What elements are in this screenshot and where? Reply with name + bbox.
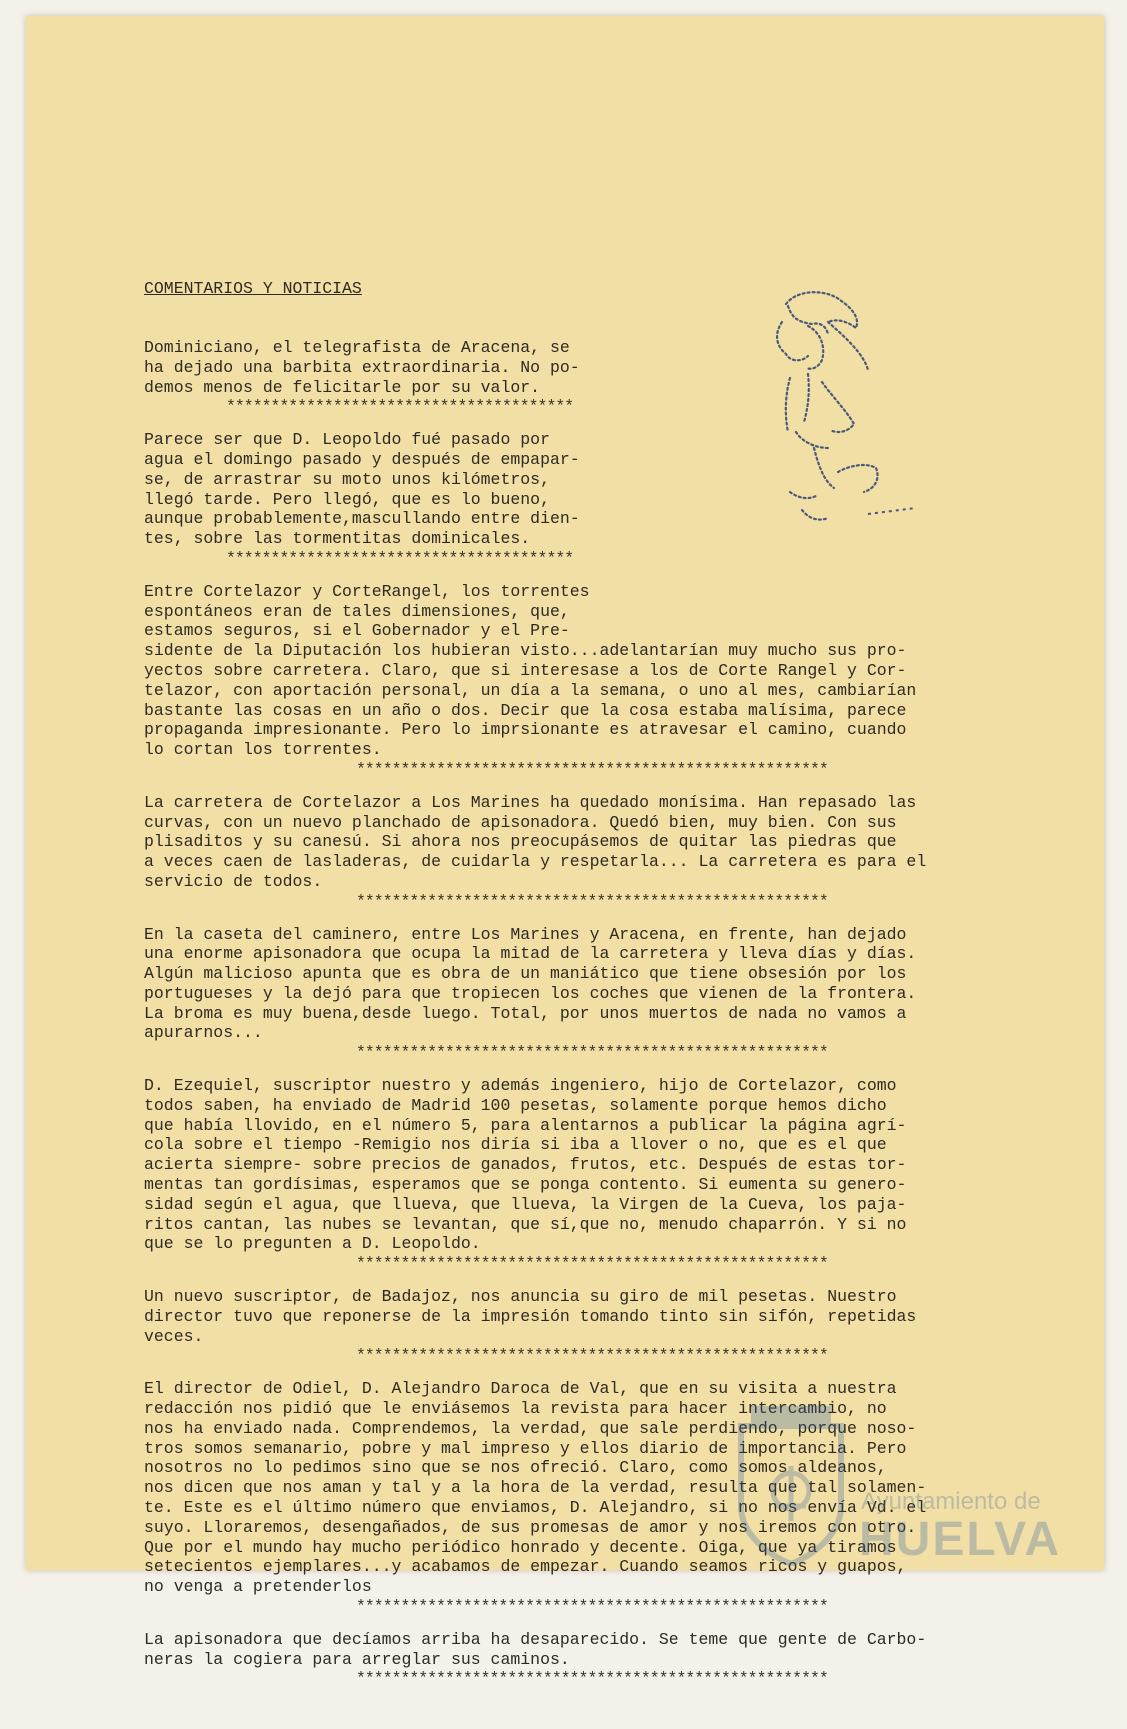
paragraph (144, 925, 1104, 1044)
text-line: Un nuevo suscriptor, de Badajoz, nos anuncia su giro de mil pesetas. Nuestro (144, 1287, 897, 1307)
text-line: cola sobre el tiempo -Remigio nos diría si iba a llover o no, que es el que (144, 1135, 887, 1155)
coat-of-arms-icon (731, 1396, 851, 1566)
text-line: plisaditos y su canesú. Si ahora nos preocupásemos de quitar las piedras que (144, 832, 897, 852)
text-line: tros somos semanario, pobre y mal impreso y ellos diario de importancia. Pero (144, 1438, 907, 1458)
text-line: La carretera de Cortelazor a Los Marines ha quedado monísima. Han repasado las (144, 792, 917, 812)
paragraph (144, 1287, 1104, 1346)
text-line: Dominiciano, el telegrafista de Aracena, se (144, 337, 570, 357)
text-line: yectos sobre carretera. Claro, que si interesase a los de Corte Rangel y Cor- (144, 660, 907, 680)
separator-line: *************************************** (226, 397, 574, 417)
paragraph (144, 430, 1104, 549)
text-line: portugueses y la dejó para que tropiecen los coches que vienen de la frontera. (144, 983, 917, 1003)
text-line: Parece ser que D. Leopoldo fué pasado por (144, 430, 550, 450)
text-line: ha dejado una barbita extraordinaria. No po- (144, 357, 580, 377)
text-line: estamos seguros, si el Gobernador y el Pre- (144, 621, 570, 641)
text-line: llegó tarde. Pero llegó, que es lo bueno, (144, 489, 550, 509)
text-line: En la caseta del caminero, entre Los Marines y Aracena, en frente, han dejado (144, 924, 907, 944)
separator-line: ***************************************************** (356, 1669, 828, 1689)
paragraph (144, 338, 1104, 397)
paragraph-gap (144, 417, 1104, 430)
watermark-line-1: Ayuntamiento de (861, 1488, 1041, 1515)
text-line: La apisonadora que decíamos arriba ha desaparecido. Se teme que gente de Carbo- (144, 1629, 927, 1649)
article-title: COMENTARIOS Y NOTICIAS (144, 278, 362, 298)
text-line: se, de arrastrar su moto unos kilómetros, (144, 469, 550, 489)
paragraph (144, 582, 1104, 760)
text-line: no venga a pretenderlos (144, 1577, 372, 1597)
paragraph (144, 1630, 1104, 1670)
huelva-watermark (731, 1396, 1071, 1571)
text-line: Algún malicioso apunta que es obra de un maniático que tiene obsesión por los (144, 964, 907, 984)
text-line: tes, sobre las tormentitas dominicales. (144, 529, 531, 549)
separator-line: ***************************************************** (356, 891, 828, 911)
text-line: demos menos de felicitarle por su valor. (144, 377, 541, 397)
text-line: nos ha enviado nada. Comprendemos, la verdad, que sale perdiendo, porque noso- (144, 1418, 917, 1438)
text-line: telazor, con aportación personal, un día a la semana, o uno al mes, cambiarían (144, 680, 917, 700)
paragraph-gap (144, 1063, 1104, 1076)
text-line: propaganda impresionante. Pero lo imprsionante es atravesar el camino, cuando (144, 720, 907, 740)
separator-line: ***************************************************** (356, 1597, 828, 1616)
separator-line: ***************************************************** (356, 1346, 828, 1366)
text-line: lo cortan los torrentes. (144, 740, 382, 760)
text-line: setecientos ejemplares...y acabamos de empezar. Cuando seamos ricos y guapos, (144, 1557, 907, 1577)
text-line: nos dicen que nos aman y tal y a la hora de la verdad, resulta que tal solamen- (144, 1478, 927, 1498)
document-page (26, 16, 1104, 1689)
separator-line: *************************************** (226, 548, 574, 568)
paragraph-gap (144, 1274, 1104, 1287)
text-line: ritos cantan, las nubes se levantan, que sí,que no, menudo chaparrón. Y si no (144, 1214, 907, 1234)
text-line: que se lo pregunten a D. Leopoldo. (144, 1234, 481, 1254)
separator-line: ***************************************************** (356, 759, 828, 779)
paragraph-gap (144, 1617, 1104, 1630)
text-line: mentas tan gordísimas, esperamos que se ponga contento. Si eumenta su genero- (144, 1175, 907, 1195)
text-line: bastante las cosas en un año o dos. Decir que la cosa estaba malísima, parece (144, 700, 907, 720)
text-line: acierta siempre- sobre precios de ganados, frutos, etc. Después de estas tor- (144, 1155, 907, 1175)
text-line: neras la cogiera para arreglar sus caminos. (144, 1649, 570, 1669)
text-line: D. Ezequiel, suscriptor nuestro y además ingeniero, hijo de Cortelazor, como (144, 1076, 897, 1096)
paragraph-gap (144, 569, 1104, 582)
text-line: apurarnos... (144, 1023, 263, 1043)
text-line: sidad según el agua, que llueva, que llueva, la Virgen de la Cueva, los paja- (144, 1194, 907, 1214)
text-line: Entre Cortelazor y CorteRangel, los torrentes (144, 581, 590, 601)
watermark-line-2: HUELVA (859, 1513, 1062, 1566)
paragraph-gap (144, 1366, 1104, 1379)
cartoon-figure-illustration (768, 282, 928, 532)
text-line: veces. (144, 1326, 204, 1346)
text-line: todos saben, ha enviado de Madrid 100 pesetas, solamente porque hemos dicho (144, 1095, 887, 1115)
text-line: aunque probablemente,mascullando entre dien- (144, 509, 580, 529)
text-line: Que por el mundo hay mucho periódico honrado y decente. Oiga, que ya tiramos (144, 1537, 897, 1557)
separator-line: ***************************************************** (356, 1043, 828, 1063)
text-line: servicio de todos. (144, 871, 323, 891)
separator-line: ***************************************************** (356, 1254, 828, 1274)
text-line: que había llovido, en el número 5, para alentarnos a publicar la página agrí- (144, 1115, 907, 1135)
paragraph (144, 793, 1104, 892)
text-line: espontáneos eran de tales dimensiones, que, (144, 601, 570, 621)
text-line: director tuvo que reponerse de la impresión tomando tinto sin sifón, repetidas (144, 1306, 917, 1326)
paragraph-gap (144, 780, 1104, 793)
text-line: curvas, con un nuevo planchado de apisonadora. Quedó bien, muy bien. Con sus (144, 812, 897, 832)
text-line: La broma es muy buena,desde luego. Total, por unos muertos de nada no vamos a (144, 1003, 907, 1023)
text-line: a veces caen de lasladeras, de cuidarla y respetarla... La carretera es para el (144, 852, 927, 872)
text-line: nosotros no lo pedimos sino que se nos ofreció. Claro, como somos aldeanos, (144, 1458, 887, 1478)
text-line: El director de Odiel, D. Alejandro Daroca de Val, que en su visita a nuestra (144, 1379, 897, 1399)
text-line: te. Este es el último número que enviamos, D. Alejandro, si no nos envía Vd. el (144, 1498, 927, 1518)
text-line: agua el domingo pasado y después de empapar- (144, 449, 580, 469)
paragraph-gap (144, 912, 1104, 925)
text-line: una enorme apisonadora que ocupa la mitad de la carretera y lleva días y días. (144, 944, 917, 964)
text-line: suyo. Lloraremos, desengañados, de sus promesas de amor y nos iremos con otro. (144, 1517, 917, 1537)
text-line: redacción nos pidió que le enviásemos la revista para hacer intercambio, no (144, 1399, 887, 1419)
text-line: sidente de la Diputación los hubieran visto...adelantarían muy mucho sus pro- (144, 641, 907, 661)
paragraph (144, 1076, 1104, 1254)
